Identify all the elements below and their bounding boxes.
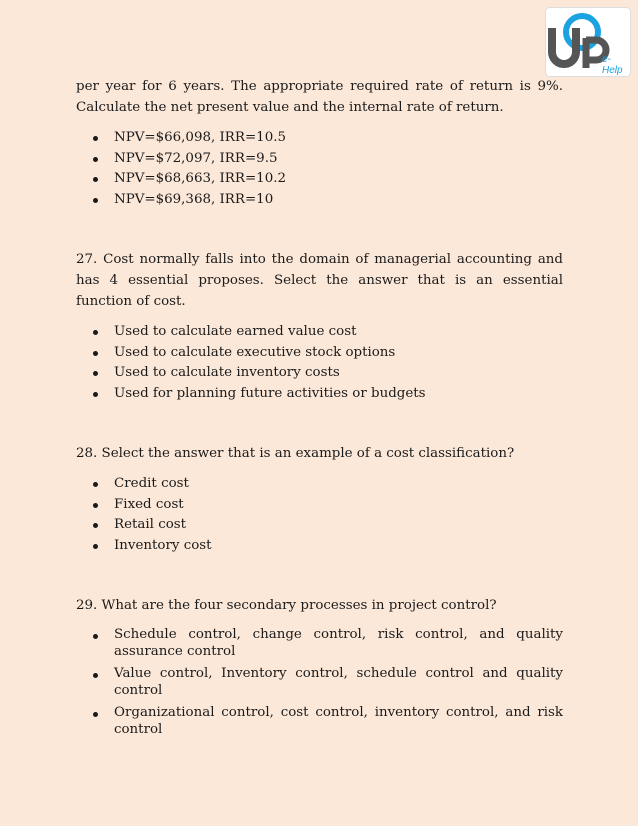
option-item: Retail cost [114,515,563,536]
option-item: Used to calculate earned value cost [114,322,563,343]
option-list [76,626,563,738]
question-29 [76,595,563,738]
option-list [76,322,563,404]
question-28 [76,443,563,556]
question-29-text: 29. What are the four secondary processes in project control? [76,598,497,613]
option-item: Value control, Inventory control, schedule control and quality control [114,666,563,698]
option-item: Fixed cost [114,495,563,516]
option-item: NPV=$69,368, IRR=10 [114,190,563,211]
option-item: Used to calculate inventory costs [114,363,563,384]
option-item: Schedule control, change control, risk control, and quality assurance control [114,627,563,659]
option-item: Used to calculate executive stock options [114,343,563,364]
question-28-text: 28. Select the answer that is an example of a cost classification? [76,446,515,461]
option-item: Used for planning future activities or budgets [114,384,563,405]
question-intro [76,76,563,210]
option-list [76,474,563,556]
option-list [76,128,563,210]
question-27 [76,249,563,404]
document-body [76,76,563,743]
option-item: Organizational control, cost control, inventory control, and risk control [114,705,563,737]
option-item: NPV=$72,097, IRR=9.5 [114,149,563,170]
question-intro-text: per year for 6 years. The appropriate required rate of return is 9%. Calculate the net present value and the internal rate of return. [76,79,563,115]
uop-ehelp-logo [546,8,630,76]
logo-text: e-Help [602,54,623,76]
option-item: NPV=$68,663, IRR=10.2 [114,169,563,190]
option-item: Inventory cost [114,536,563,557]
option-item: NPV=$66,098, IRR=10.5 [114,128,563,149]
question-27-text: 27. Cost normally falls into the domain of managerial accounting and has 4 essential proposes. Select the answer that is an essential function of cost. [76,252,563,309]
option-item: Credit cost [114,474,563,495]
